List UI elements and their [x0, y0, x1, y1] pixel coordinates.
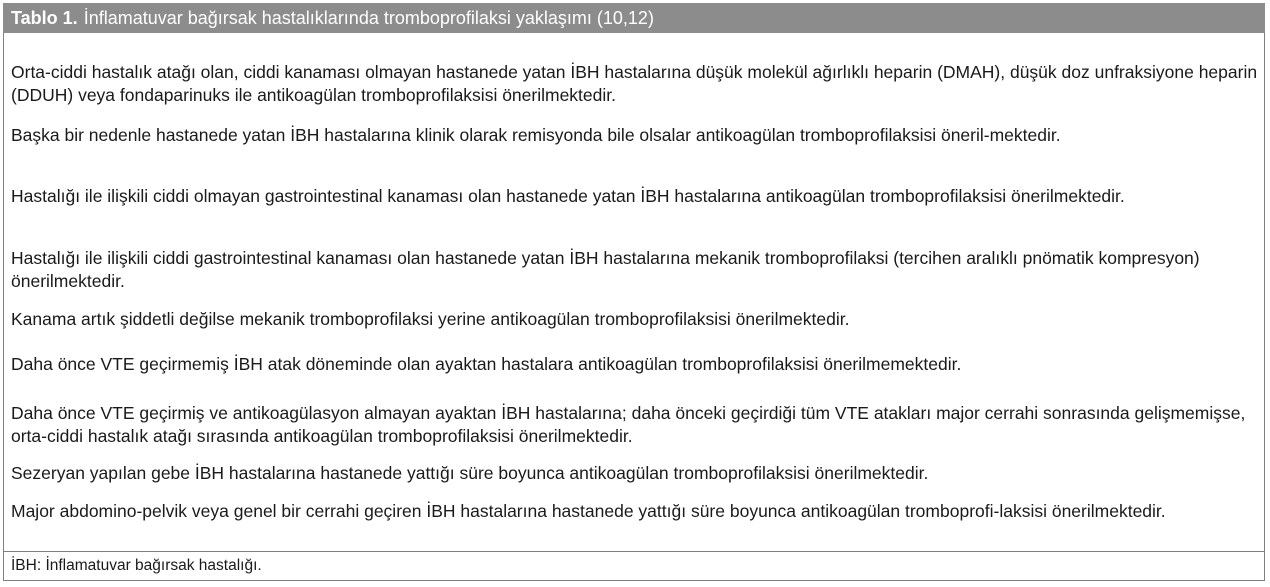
footer-divider	[3, 551, 1265, 552]
table-row	[11, 185, 1259, 208]
table-label: Tablo 1.	[11, 7, 78, 28]
row-text: Major abdomino-pelvik veya genel bir cerrahi geçiren İBH hastalarına hastanede yattığı süre boyunca antikoagülan tromboprofi-laksisi önerilmektedir.	[11, 501, 1166, 521]
table-row	[11, 308, 1259, 331]
table-title: İnflamatuvar bağırsak hastalıklarında tromboprofilaksi yaklaşımı (10,12)	[83, 7, 654, 28]
table-row	[11, 247, 1259, 293]
table-row	[11, 462, 1259, 485]
row-text: Daha önce VTE geçirmemiş İBH atak döneminde olan ayaktan hastalara antikoagülan tromboprofilaksisi önerilmemektedir.	[11, 354, 962, 374]
table-row	[11, 353, 1259, 376]
row-text: Orta-ciddi hastalık atağı olan, ciddi kanaması olmayan hastanede yatan İBH hastalarına düşük molekül ağırlıklı heparin (DMAH), düşük doz unfraksiyone heparin (DDUH) veya fondaparinuks ile antikoagülan tromboprofilaksisi önerilmektedir.	[11, 62, 1258, 105]
table-row	[11, 500, 1259, 523]
table-row	[11, 124, 1259, 147]
row-text: Başka bir nedenle hastanede yatan İBH hastalarına klinik olarak remisyonda bile olsalar antikoagülan tromboprofilaksisi öneril-mektedir.	[11, 125, 1061, 145]
row-text: Kanama artık şiddetli değilse mekanik tromboprofilaksi yerine antikoagülan tromboprofilaksisi önerilmektedir.	[11, 309, 850, 329]
table-row	[11, 61, 1259, 107]
row-text: Hastalığı ile ilişkili ciddi gastrointestinal kanaması olan hastanede yatan İBH hastalarına mekanik tromboprofilaksi (tercihen aralıklı pnömatik kompresyon) önerilmektedir.	[11, 248, 1200, 291]
table-row	[11, 402, 1259, 448]
row-text: Sezeryan yapılan gebe İBH hastalarına hastanede yattığı süre boyunca antikoagülan tromboprofilaksisi önerilmektedir.	[11, 463, 929, 483]
table-title-bar	[3, 3, 1265, 33]
row-text: Daha önce VTE geçirmiş ve antikoagülasyon almayan ayaktan İBH hastalarına; daha önceki geçirdiği tüm VTE atakları major cerrahi sonrasında gelişmemişse, orta-ciddi hastalık atağı sırasında antikoagülan tromboprofilaksisi önerilmektedir.	[11, 403, 1246, 446]
row-text: Hastalığı ile ilişkili ciddi olmayan gastrointestinal kanaması olan hastanede yatan İBH hastalarına antikoagülan tromboprofilaksisi önerilmektedir.	[11, 186, 1125, 206]
table-footnote: İBH: İnflamatuvar bağırsak hastalığı.	[11, 557, 262, 574]
